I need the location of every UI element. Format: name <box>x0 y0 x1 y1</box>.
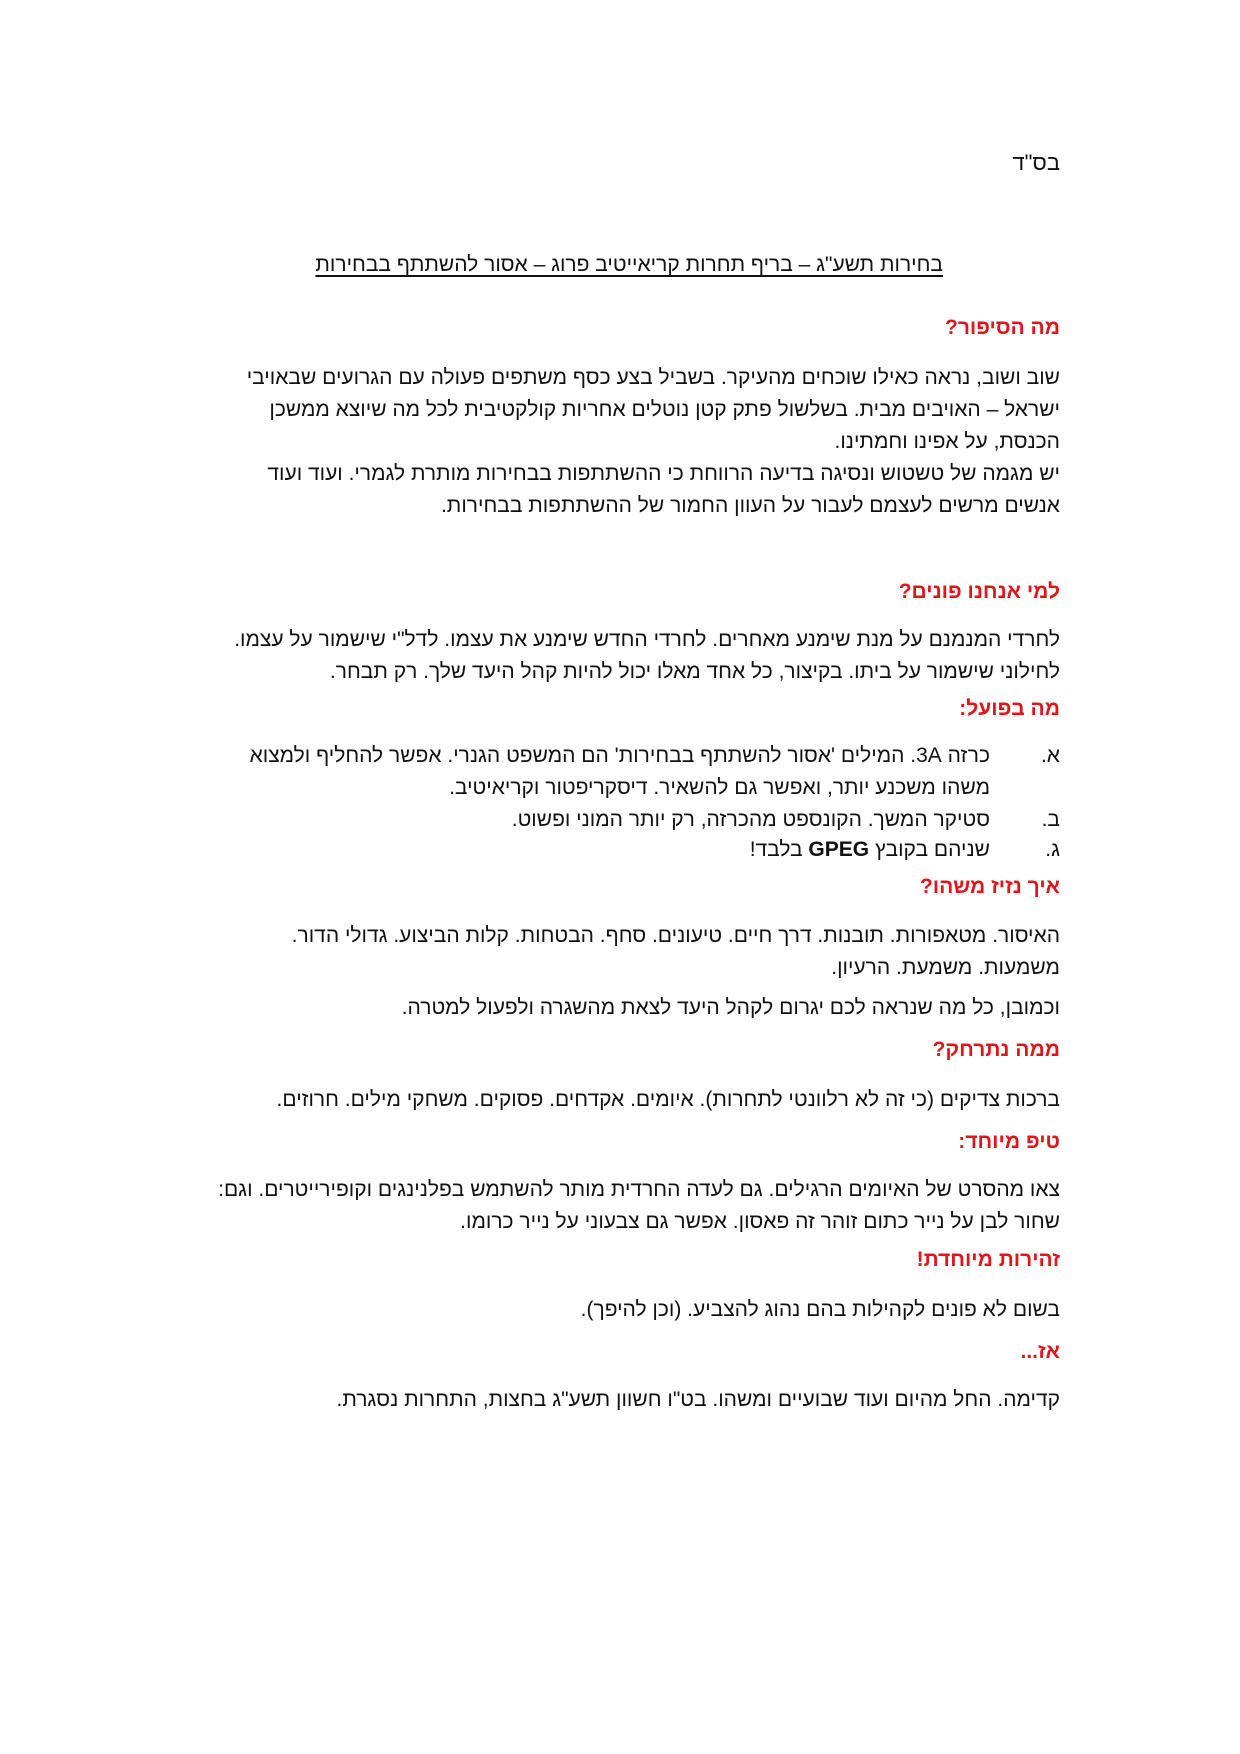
text-line: לחילוני שישמור על ביתו. בקיצור, כל אחד מאלו יכול להיות קהל היעד שלך. רק תבחר. <box>329 660 1060 683</box>
list-marker: א. <box>1040 744 1060 767</box>
heading-story: מה הסיפור? <box>945 316 1060 339</box>
heading-warning: זהירות מיוחדת! <box>916 1248 1060 1271</box>
text-line: וכמובן, כל מה שנראה לכם יגרום לקהל היעד לצאת מהשגרה ולפעול למטרה. <box>401 996 1060 1019</box>
text-line: קדימה. החל מהיום ועוד שבועיים ומשהו. בט"ו חשוון תשע"ג בחצות, התחרות נסגרת. <box>336 1388 1060 1411</box>
text-line: צאו מהסרט של האיומים הרגילים. גם לעדה החרדית מותר להשתמש בפלנינגים וקופירייטרים. וגם: <box>218 1178 1060 1201</box>
bsd-header: בס"ד <box>1012 150 1060 175</box>
list-item-text <box>250 740 990 804</box>
paragraph-avoid <box>160 1084 1060 1116</box>
heading-so: אז... <box>1020 1340 1060 1363</box>
paragraph-buzz-2 <box>160 992 1060 1024</box>
paragraph-tip <box>160 1174 1060 1238</box>
text-line: יש מגמה של טשטוש ונסיגה בדיעה הרווחת כי ההשתתפות בבחירות מותרת לגמרי. ועוד ועוד <box>267 462 1060 485</box>
document-title: בחירות תשע"ג – בריף תחרות קריאייטיב פרוג – אסור להשתתף בבחירות <box>315 253 943 276</box>
paragraph-so <box>160 1384 1060 1416</box>
paragraph-buzz-1 <box>160 920 1060 984</box>
text-line: שוב ושוב, נראה כאילו שוכחים מהעיקר. בשביל בצע כסף משתפים פעולה עם הגרועים שבאויבי <box>246 366 1060 389</box>
list-marker: ב. <box>1041 808 1060 831</box>
paragraph-warning <box>160 1294 1060 1326</box>
text-line: בשום לא פונים לקהילות בהם נהוג להצביע. (וכן להיפך). <box>580 1298 1060 1321</box>
heading-practice: מה בפועל: <box>959 697 1060 720</box>
text-segment: בלבד! <box>749 838 809 861</box>
paragraph-story-2 <box>160 458 1060 522</box>
text-line: האיסור. מטאפורות. תובנות. דרך חיים. טיעונים. סחף. הבטחות. קלות הביצוע. גדולי הדור. <box>291 924 1060 947</box>
list-item-text: סטיקר המשך. הקונספט מהכרזה, רק יותר המוני ופשוט. <box>511 808 990 831</box>
heading-tip: טיפ מיוחד: <box>958 1130 1060 1153</box>
text-line: הכנסת, על אפינו וחמתינו. <box>834 430 1060 453</box>
text-line: לחרדי המנמנם על מנת שימנע מאחרים. לחרדי החדש שימנע את עצמו. לדל"י שישמור על עצמו. <box>234 628 1060 651</box>
heading-avoid: ממה נתרחק? <box>932 1038 1060 1061</box>
text-segment: שניהם בקובץ <box>869 838 990 861</box>
text-line: אנשים מרשים לעצמם לעבור על העוון החמור של ההשתתפות בבחירות. <box>440 494 1060 517</box>
text-line: כרזה 3A. המילים 'אסור להשתתף בבחירות' הם המשפט הגנרי. אפשר להחליף ולמצוא <box>249 744 990 767</box>
text-line: משמעות. משמעת. הרעיון. <box>831 956 1060 979</box>
text-line: שחור לבן על נייר כתום זוהר זה פאסון. אפשר גם צבעוני על נייר כרומו. <box>460 1210 1060 1233</box>
paragraph-story-1 <box>160 362 1060 458</box>
heading-audience: למי אנחנו פונים? <box>898 580 1060 603</box>
paragraph-audience <box>160 624 1060 688</box>
text-line: משהו משכנע יותר, ואפשר גם להשאיר. דיסקריפטור וקריאיטיב. <box>449 776 990 799</box>
text-line: ישראל – האויבים מבית. בשלשול פתק קטן נוטלים אחריות קולקטיבית לכל מה שיוצא ממשכן <box>269 398 1060 421</box>
list-marker: ג. <box>1045 838 1060 861</box>
list-item-text <box>750 834 990 866</box>
heading-buzz: איך נזיז משהו? <box>919 875 1060 898</box>
file-format: GPEG <box>808 838 870 861</box>
text-line: ברכות צדיקים (כי זה לא רלוונטי לתחרות). איומים. אקדחים. פסוקים. משחקי מילים. חרוזים. <box>276 1088 1060 1111</box>
